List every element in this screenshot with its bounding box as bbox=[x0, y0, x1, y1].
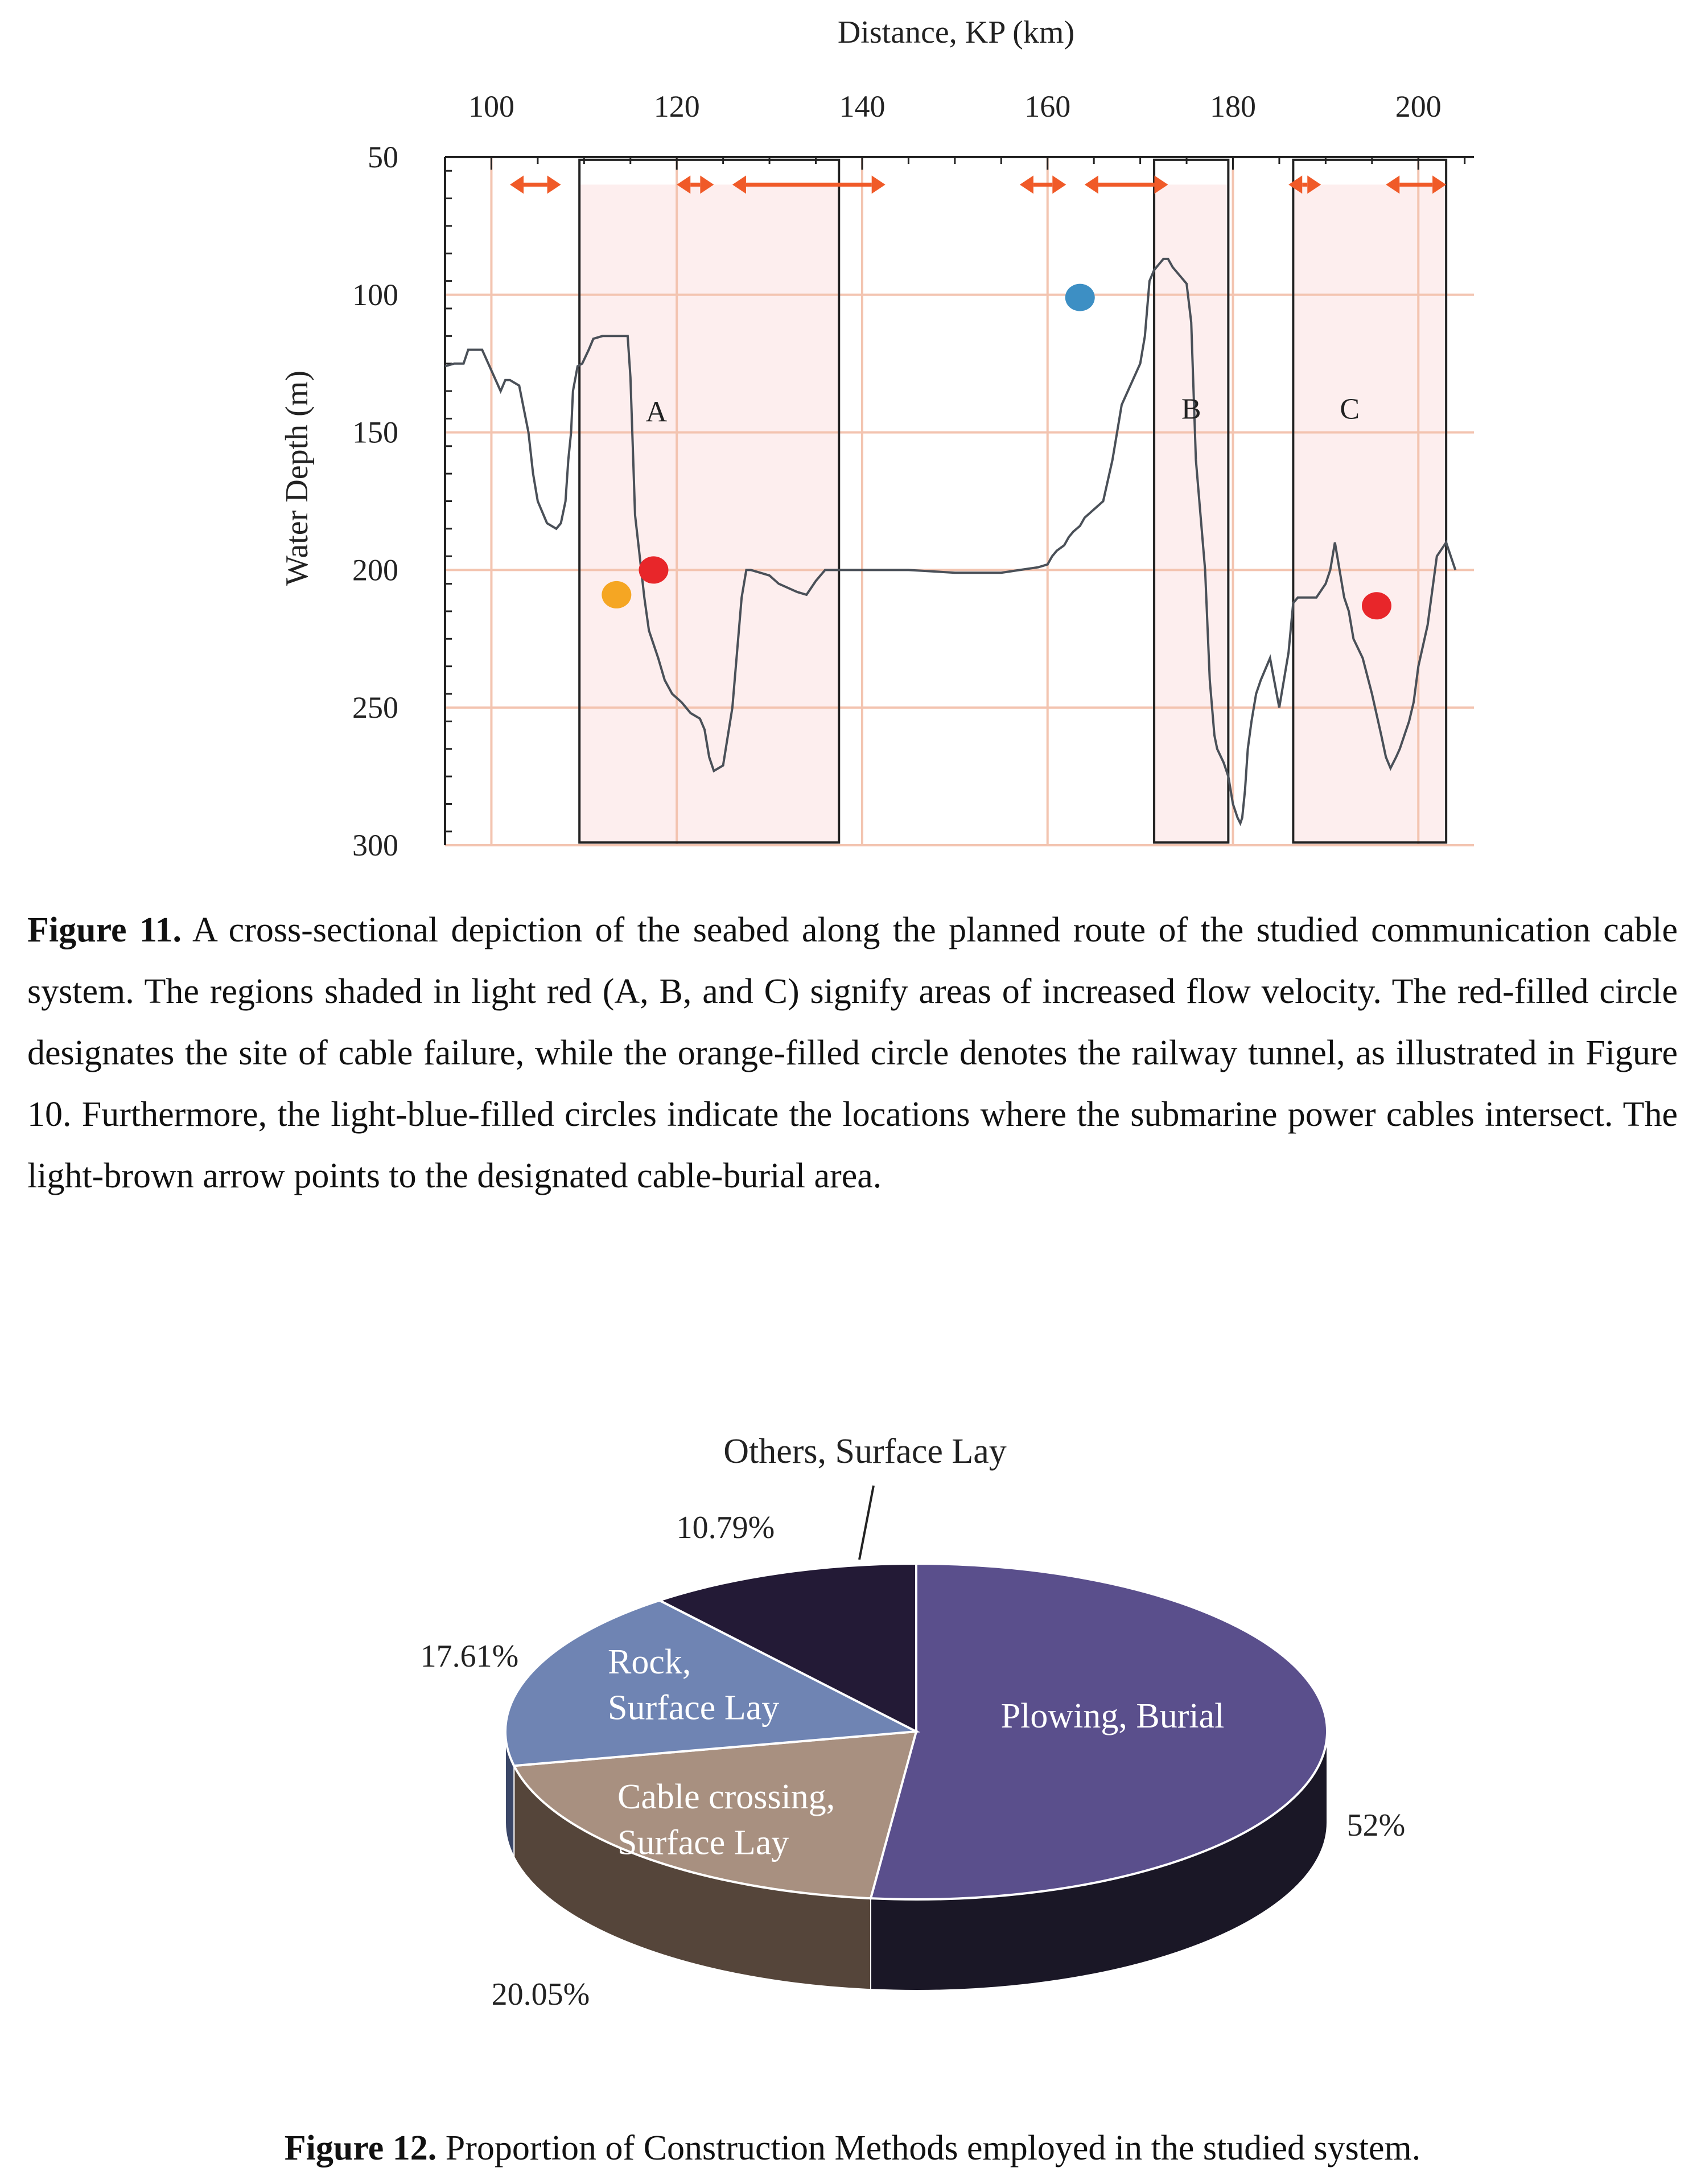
burial-arrow bbox=[510, 175, 561, 194]
burial-arrow-head-right bbox=[547, 175, 561, 194]
pie-value-label-3: 10.79% bbox=[676, 1510, 775, 1545]
figure-11-caption-text: A cross-sectional depiction of the seabed along the planned route of the studied communication cable system. The regions shaded in light red (A, B, and C) signify areas of increased flow velocity. The red-filled circle designates the site of cable failure, while the orange-filled circle denotes the railway tunnel, as illustrated in Figure 10. Furthermore, the light-blue-filled circles indicate the locations where the submarine power cables intersect. The light-brown arrow points to the designated cable-burial area. bbox=[27, 911, 1678, 1195]
pie-slice-label-3 bbox=[723, 1432, 1007, 1471]
y-tick-label: 200 bbox=[352, 553, 398, 587]
x-axis-title: Distance, KP (km) bbox=[837, 15, 1075, 50]
crossing-marker bbox=[1065, 284, 1095, 311]
figure-12-caption-label: Figure 12. bbox=[284, 2129, 437, 2167]
failure-marker bbox=[1362, 592, 1391, 619]
x-tick-label: 140 bbox=[839, 89, 886, 124]
x-tick-label: 100 bbox=[468, 89, 514, 124]
pie-value-label-2: 17.61% bbox=[420, 1639, 519, 1674]
region-label-c: C bbox=[1340, 393, 1360, 426]
pie-value-label-1: 20.05% bbox=[491, 1977, 590, 2012]
failure-marker bbox=[639, 556, 668, 583]
x-tick-label: 180 bbox=[1210, 89, 1257, 124]
x-tick-label: 160 bbox=[1024, 89, 1071, 124]
y-axis-title: Water Depth (m) bbox=[279, 371, 315, 586]
region-label-b: B bbox=[1181, 393, 1201, 426]
pie-slice-label-line: Surface Lay bbox=[608, 1688, 780, 1728]
burial-arrow-head-left bbox=[1085, 175, 1098, 194]
y-tick-label: 100 bbox=[352, 277, 398, 312]
region-shade-c bbox=[1293, 184, 1446, 845]
figure-11-caption-label: Figure 11. bbox=[27, 911, 182, 949]
pie-slice-label-0 bbox=[1001, 1697, 1225, 1735]
y-tick-label: 250 bbox=[352, 690, 398, 725]
burial-arrow bbox=[1020, 175, 1066, 194]
pie-value-label-0: 52% bbox=[1346, 1808, 1406, 1843]
burial-arrow bbox=[1085, 175, 1168, 194]
y-tick-label: 50 bbox=[368, 140, 398, 174]
figure-11-chart bbox=[0, 0, 1705, 888]
burial-arrow-head-left bbox=[510, 175, 524, 194]
pie-slice-label-line: Rock, bbox=[608, 1643, 691, 1681]
burial-arrow-head-right bbox=[1052, 175, 1066, 194]
others-leader-line bbox=[859, 1486, 874, 1560]
region-shade-a bbox=[579, 184, 839, 845]
y-tick-label: 150 bbox=[352, 415, 398, 450]
y-tick-label: 300 bbox=[352, 828, 398, 862]
burial-arrow-head-right bbox=[872, 175, 886, 194]
x-tick-label: 200 bbox=[1395, 89, 1442, 124]
figure-12-chart bbox=[0, 1377, 1705, 2117]
tunnel-marker bbox=[602, 581, 631, 608]
region-label-a: A bbox=[645, 396, 668, 429]
pie-slice-label-line: Cable crossing, bbox=[617, 1778, 835, 1816]
pie-slice-label-line: Surface Lay bbox=[617, 1823, 789, 1862]
tick-labels bbox=[352, 89, 1442, 862]
pie-slice-label-line: Plowing, Burial bbox=[1000, 1697, 1225, 1735]
burial-arrow-head-left bbox=[1020, 175, 1033, 194]
flow-velocity-regions bbox=[579, 184, 1446, 845]
figure-11-caption bbox=[27, 899, 1678, 1207]
x-tick-label: 120 bbox=[653, 89, 700, 124]
figure-12-caption-text: Proportion of Construction Methods employed in the studied system. bbox=[445, 2129, 1421, 2167]
figure-12-caption bbox=[0, 2117, 1705, 2179]
pie-slice-label-line: Others, Surface Lay bbox=[723, 1432, 1007, 1471]
